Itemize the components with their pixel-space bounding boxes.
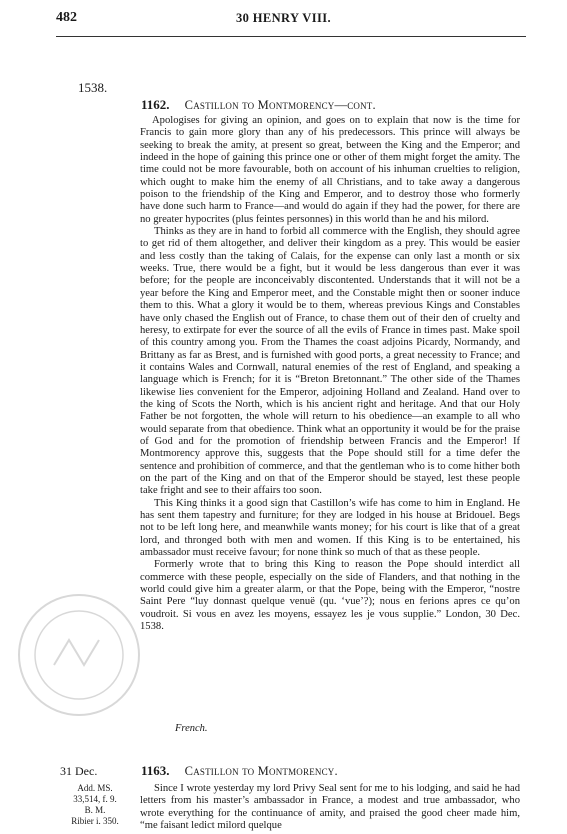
entry-body — [140, 115, 520, 633]
body-paragraph: Formerly wrote that to bring this King to reason the Pope should interdict all commerce with these people, especially on the side of Flanders, and that nothing in the world could give him a greater alarm, or that the Pope, being with the Emperor, “nostre Saint Pere “luy donnast quelque venuë (qu. ‘vue’?); nous en ferions apres ce qu’on voudroit. Si vous en avez les moyens, essayez les je vous supplie.” London, 30 Dec. 1538. — [140, 559, 520, 633]
body-paragraph: Apologises for giving an opinion, and goes on to explain that now is the time for Francis to gain more glory than any of his predecessors. This prince will always be seeking to break the amity, at present so great, between the King and the Emperor; and indeed in the hope of gaining this prince one or other of them might forget the amity. The time could not be more favourable, both on account of his inhuman cruelties to religion, which ought to make him the enemy of all Christians, and to take away a dangerous poison to the friendship of the King and Emperor, and to destroy those who formerly have done such harm to France—and would do again if they had the power, for there are no greater hypocrites (plus feintes personnes) in this world than he and his milord. — [140, 115, 520, 225]
language-note: French. — [175, 723, 208, 734]
margin-ref: Ribier i. 350. — [71, 816, 119, 826]
margin-ref: Add. MS. — [77, 783, 113, 793]
margin-ref: 33,514, f. 9. — [73, 794, 117, 804]
entry-title: Castillon to Montmorency—cont. — [184, 98, 376, 112]
margin-ref: B. M. — [84, 805, 106, 815]
library-stamp-watermark — [14, 590, 144, 720]
running-head: 30 HENRY VIII. — [235, 11, 332, 25]
entry-number-2: 1163. — [141, 763, 170, 778]
body-paragraph: Thinks as they are in hand to forbid all commerce with the English, they should agree to get rid of them altogether, and deliver their kingdom as a prey. This would be easier and less costly than the taking of Calais, for the expense can only last a month or six weeks. True, there would be a fight, but it would be less dangerous than ever it was before; for the people are inconceivably discontented. Understands that it will not be a year before the King and Emperor meet, and the Constable might then or sooner induce them to this. What a glory it would be to them, whereas previous Kings and Constables have only chased the English out of France, to chase them out of their den of cruelty and heresy, to extirpate for ever the source of all the evils of France in times past. Make spoil of this country among you. From the Thames the coast adjoins Picardy, Normandy, and Brittany as far as Brest, and is furnished with good ports, a great necessity to France; and it contains Wales and Cornwall, natural enemies of the rest of England, and speaking a language which is French; for it is “Breton Bretonnant.” The other side of the Thames likewise lies convenient for the Emperor, adjoining Holland and Zealand. Hand over to the king of Scots the North, which is his ancient right and heritage. And that our Holy Father be not forgotten, the whole will return to his obedience—an example to all who would separate from that obedience. Think what an opportunity it would be for the praise of God and for the promotion of friendship between Francis and the Emperor! If Montmorency approve this, suggests that the Pope should still for a time defer the sentence and prohibition of commerce, and that the gentleman who is to come hither both on the part of the King and on that of the Emperor should be stayed, lest these people take fright and see to their affairs too soon. — [140, 226, 520, 497]
margin-date: 31 Dec. — [60, 764, 98, 778]
entry-number: 1162. — [141, 97, 170, 112]
margin-year: 1538. — [78, 80, 108, 95]
header-rule — [56, 36, 526, 37]
margin-references — [64, 783, 126, 827]
entry-heading-2 — [141, 763, 338, 779]
page-number: 482 — [56, 10, 77, 25]
entry-heading — [141, 97, 376, 113]
body-paragraph: Since I wrote yesterday my lord Privy Seal sent for me to his lodging, and said he had letters from his master’s ambassador in France, a modest and true ambassador, who wrote everything for the continuance of amity, and praised the good cheer made him, “me faisant ledict milord quelque — [140, 783, 520, 832]
entry-body-2 — [140, 783, 520, 832]
body-paragraph: This King thinks it a good sign that Castillon’s wife has come to him in England. He has sent them tapestry and furniture; for they are lodged in his house at Bridouel. Begs not to be left long here, and meanwhile wants money; for his court is like that of a great lord, and thronged both with men and women. If this King is to be entertained, his ambassador must receive favour; for none think so much of that as these people. — [140, 497, 520, 559]
entry-title-2: Castillon to Montmorency. — [184, 764, 338, 778]
